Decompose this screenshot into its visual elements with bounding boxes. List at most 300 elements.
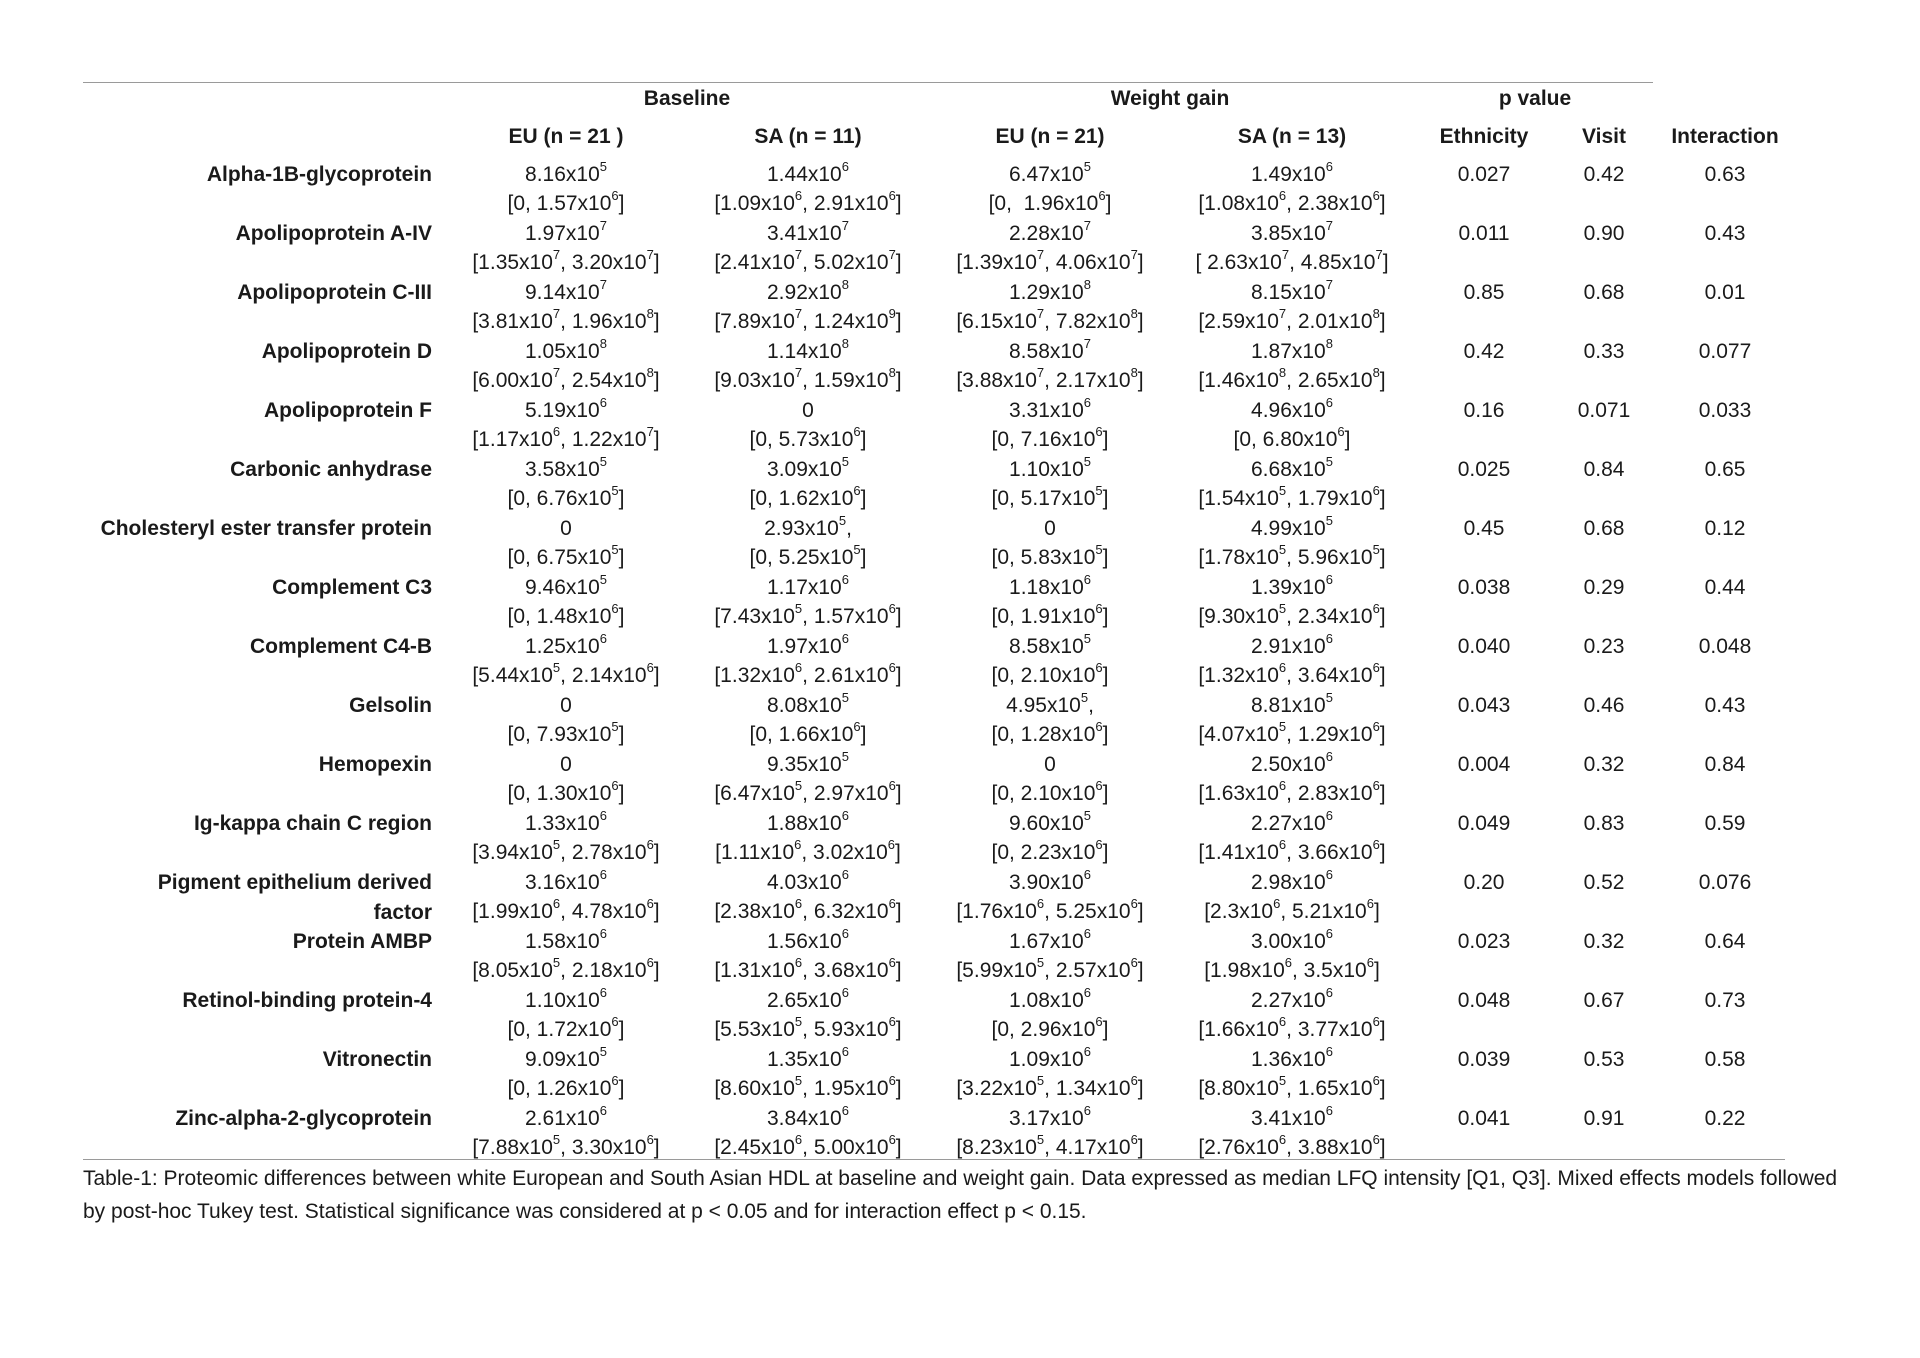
median-value: $4.03x10^6$ xyxy=(767,867,849,894)
cell-sa-baseline xyxy=(750,455,867,513)
quartile-range: [0, $1.66x10^6$] xyxy=(749,719,867,746)
cell-eu-weight xyxy=(956,337,1143,395)
median-value: $2.91x10^6$ xyxy=(1251,631,1333,658)
cell-p-visit: 0.42 xyxy=(1583,163,1625,186)
cell-sa-baseline xyxy=(714,278,901,336)
cell-eu-baseline xyxy=(472,1104,659,1162)
table-row xyxy=(0,514,1920,572)
quartile-range: [0, $1.26x10^6$] xyxy=(507,1073,625,1100)
cell-p-visit: 0.29 xyxy=(1583,576,1625,599)
quartile-range: [$1.54x10^5$, $1.79x10^6$] xyxy=(1198,483,1386,510)
cell-p-interaction: 0.73 xyxy=(1704,989,1746,1012)
quartile-range: [0, $1.96x10^6$] xyxy=(988,188,1112,215)
median-value: $1.58x10^6$ xyxy=(525,926,607,953)
cell-eu-baseline xyxy=(508,514,625,572)
table-row xyxy=(0,337,1920,395)
median-value: $3.16x10^6$ xyxy=(525,867,607,894)
cell-eu-baseline xyxy=(472,337,659,395)
cell-p-interaction: 0.43 xyxy=(1704,222,1746,245)
protein-name: Pigment epithelium derived factor xyxy=(157,871,432,924)
quartile-range: [$7.88x10^5$, $3.30x10^6$] xyxy=(472,1132,660,1159)
quartile-range: [$7.89x10^7$, $1.24x10^9$] xyxy=(714,306,902,333)
cell-sa-baseline xyxy=(714,986,901,1044)
median-value: $1.33x10^6$ xyxy=(525,808,607,835)
cell-p-ethnicity: 0.039 xyxy=(1457,1048,1511,1071)
protein-name: Carbonic anhydrase xyxy=(230,458,432,481)
cell-sa-weight xyxy=(1198,455,1385,513)
quartile-range: [$2.38x10^6$, $6.32x10^6$] xyxy=(714,896,902,923)
protein-name: Retinol-binding protein-4 xyxy=(182,989,432,1012)
cell-p-ethnicity: 0.004 xyxy=(1457,753,1511,776)
table-bottom-rule xyxy=(83,1159,1785,1160)
median-value: 0 xyxy=(1044,517,1056,540)
cell-sa-baseline xyxy=(714,337,901,395)
quartile-range: [$2.41x10^7$, $5.02x10^7$] xyxy=(714,247,902,274)
cell-p-ethnicity: 0.048 xyxy=(1457,989,1511,1012)
median-value: $8.81x10^5$ xyxy=(1251,690,1333,717)
cell-p-visit: 0.84 xyxy=(1583,458,1625,481)
quartile-range: [$1.32x10^6$, $2.61x10^6$] xyxy=(714,660,902,687)
quartile-range: [$1.35x10^7$, $3.20x10^7$] xyxy=(472,247,660,274)
cell-sa-baseline xyxy=(750,514,867,572)
median-value: $1.18x10^6$ xyxy=(1009,572,1091,599)
cell-eu-baseline xyxy=(508,691,625,749)
cell-p-interaction: 0.01 xyxy=(1704,281,1746,304)
cell-eu-weight xyxy=(956,278,1143,336)
quartile-range: [ $2.63x10^7$, $4.85x10^7$] xyxy=(1195,247,1389,274)
quartile-range: [$2.59x10^7$, $2.01x10^8$] xyxy=(1198,306,1386,333)
median-value: $3.85x10^7$ xyxy=(1251,218,1333,245)
cell-p-interaction: 0.44 xyxy=(1704,576,1746,599)
group-header-baseline: Baseline xyxy=(643,87,731,110)
quartile-range: [0, $6.76x10^5$] xyxy=(507,483,625,510)
cell-p-ethnicity: 0.025 xyxy=(1457,458,1511,481)
cell-p-ethnicity: 0.42 xyxy=(1463,340,1505,363)
quartile-range: [0, $7.16x10^6$] xyxy=(991,424,1109,451)
median-value: 0 xyxy=(560,517,572,540)
quartile-range: [$9.03x10^7$, $1.59x10^8$] xyxy=(714,365,902,392)
quartile-range: [$7.43x10^5$, $1.57x10^6$] xyxy=(714,601,902,628)
median-value: 0 xyxy=(560,694,572,717)
median-value: $3.84x10^6$ xyxy=(767,1103,849,1130)
median-value: $8.58x10^5$ xyxy=(1009,631,1091,658)
cell-p-visit: 0.33 xyxy=(1583,340,1625,363)
cell-p-ethnicity: 0.027 xyxy=(1457,163,1511,186)
quartile-range: [0, $1.91x10^6$] xyxy=(991,601,1109,628)
protein-name: Apolipoprotein F xyxy=(264,399,432,422)
median-value: $3.17x10^6$ xyxy=(1009,1103,1091,1130)
median-value: $2.98x10^6$ xyxy=(1251,867,1333,894)
cell-eu-weight xyxy=(992,750,1109,808)
cell-eu-weight xyxy=(992,573,1109,631)
cell-p-visit: 0.23 xyxy=(1583,635,1625,658)
protein-name: Apolipoprotein D xyxy=(261,340,432,363)
median-value: $3.00x10^6$ xyxy=(1251,926,1333,953)
quartile-range: [$5.53x10^5$, $5.93x10^6$] xyxy=(714,1014,902,1041)
median-value: $5.19x10^6$ xyxy=(525,395,607,422)
median-value: $1.56x10^6$ xyxy=(767,926,849,953)
table-top-rule xyxy=(83,82,1653,83)
table-row xyxy=(0,691,1920,749)
cell-p-visit: 0.32 xyxy=(1583,930,1625,953)
cell-p-visit: 0.67 xyxy=(1583,989,1625,1012)
median-value: $1.10x10^5$ xyxy=(1009,454,1091,481)
table-row xyxy=(0,750,1920,808)
col-header-eu-weight: EU (n = 21) xyxy=(995,125,1105,148)
cell-sa-baseline xyxy=(714,219,901,277)
cell-p-visit: 0.46 xyxy=(1583,694,1625,717)
cell-eu-baseline xyxy=(472,868,659,926)
median-value: $1.29x10^8$ xyxy=(1009,277,1091,304)
median-value: $1.87x10^8$ xyxy=(1251,336,1333,363)
col-header-eu-baseline: EU (n = 21 ) xyxy=(508,125,624,148)
cell-sa-baseline xyxy=(714,160,901,218)
cell-sa-weight xyxy=(1234,396,1351,454)
table-row xyxy=(0,809,1920,867)
median-value: $2.65x10^6$ xyxy=(767,985,849,1012)
median-value: $8.58x10^7$ xyxy=(1009,336,1091,363)
quartile-range: [0, $2.96x10^6$] xyxy=(991,1014,1109,1041)
cell-p-interaction: 0.43 xyxy=(1704,694,1746,717)
median-value: $4.99x10^5$ xyxy=(1251,513,1333,540)
cell-sa-weight xyxy=(1198,750,1385,808)
cell-sa-weight xyxy=(1198,691,1385,749)
cell-p-interaction: 0.12 xyxy=(1704,517,1746,540)
quartile-range: [$6.00x10^7$, $2.54x10^8$] xyxy=(472,365,660,392)
median-value: $1.44x10^6$ xyxy=(767,159,849,186)
table-row xyxy=(0,160,1920,218)
median-value: $1.67x10^6$ xyxy=(1009,926,1091,953)
cell-p-interaction: 0.58 xyxy=(1704,1048,1746,1071)
cell-eu-weight xyxy=(992,396,1109,454)
table-row xyxy=(0,632,1920,690)
cell-sa-baseline xyxy=(714,573,901,631)
cell-eu-weight xyxy=(956,1045,1143,1103)
cell-sa-baseline xyxy=(714,632,901,690)
cell-p-interaction: 0.077 xyxy=(1698,340,1752,363)
cell-eu-baseline xyxy=(472,396,659,454)
quartile-range: [$1.09x10^6$, $2.91x10^6$] xyxy=(714,188,902,215)
median-value: $1.10x10^6$ xyxy=(525,985,607,1012)
table-row xyxy=(0,868,1920,926)
quartile-range: [$3.94x10^5$, $2.78x10^6$] xyxy=(472,837,660,864)
cell-sa-baseline xyxy=(714,1104,901,1162)
median-value: $9.35x10^5$ xyxy=(767,749,849,776)
quartile-range: [0, $7.93x10^5$] xyxy=(507,719,625,746)
cell-eu-baseline xyxy=(508,573,625,631)
median-value: $4.96x10^6$ xyxy=(1251,395,1333,422)
cell-eu-weight xyxy=(992,986,1109,1044)
cell-p-visit: 0.90 xyxy=(1583,222,1625,245)
median-value: $3.58x10^5$ xyxy=(525,454,607,481)
cell-p-ethnicity: 0.023 xyxy=(1457,930,1511,953)
cell-p-interaction: 0.033 xyxy=(1698,399,1752,422)
table-row xyxy=(0,455,1920,513)
median-value: $2.27x10^6$ xyxy=(1251,808,1333,835)
quartile-range: [$2.76x10^6$, $3.88x10^6$] xyxy=(1198,1132,1386,1159)
median-value: $2.28x10^7$ xyxy=(1009,218,1091,245)
quartile-range: [0, $1.72x10^6$] xyxy=(507,1014,625,1041)
protein-name: Gelsolin xyxy=(349,694,432,717)
quartile-range: [$1.99x10^6$, $4.78x10^6$] xyxy=(472,896,660,923)
cell-eu-baseline xyxy=(508,160,625,218)
median-value: $9.46x10^5$ xyxy=(525,572,607,599)
quartile-range: [$1.78x10^5$, $5.96x10^5$] xyxy=(1198,542,1386,569)
cell-p-interaction: 0.63 xyxy=(1704,163,1746,186)
table-row xyxy=(0,573,1920,631)
cell-p-visit: 0.071 xyxy=(1577,399,1631,422)
median-value: $2.92x10^8$ xyxy=(767,277,849,304)
cell-p-ethnicity: 0.041 xyxy=(1457,1107,1511,1130)
cell-p-ethnicity: 0.040 xyxy=(1457,635,1511,658)
median-value: $2.61x10^6$ xyxy=(525,1103,607,1130)
median-value: $3.31x10^6$ xyxy=(1009,395,1091,422)
protein-name: Cholesteryl ester transfer protein xyxy=(100,517,432,540)
quartile-range: [$1.17x10^6$, $1.22x10^7$] xyxy=(472,424,660,451)
cell-eu-baseline xyxy=(472,809,659,867)
median-value: $6.68x10^5$ xyxy=(1251,454,1333,481)
quartile-range: [0, $1.30x10^6$] xyxy=(507,778,625,805)
cell-sa-baseline xyxy=(750,691,867,749)
median-value: 0 xyxy=(1044,753,1056,776)
cell-sa-weight xyxy=(1198,809,1385,867)
median-value: $8.08x10^5$ xyxy=(767,690,849,717)
quartile-range: [$2.3x10^6$, $5.21x10^6$] xyxy=(1204,896,1380,923)
quartile-range: [$1.63x10^6$, $2.83x10^6$] xyxy=(1198,778,1386,805)
cell-eu-baseline xyxy=(508,750,625,808)
cell-sa-baseline xyxy=(714,927,901,985)
median-value: $2.27x10^6$ xyxy=(1251,985,1333,1012)
cell-p-interaction: 0.64 xyxy=(1704,930,1746,953)
cell-eu-baseline xyxy=(508,1045,625,1103)
quartile-range: [$8.60x10^5$, $1.95x10^6$] xyxy=(714,1073,902,1100)
cell-eu-baseline xyxy=(472,278,659,336)
cell-sa-weight xyxy=(1198,1104,1385,1162)
quartile-range: [$3.88x10^7$, $2.17x10^8$] xyxy=(956,365,1144,392)
cell-sa-weight xyxy=(1204,927,1380,985)
col-header-visit: Visit xyxy=(1582,125,1626,148)
quartile-range: [0, $2.10x10^6$] xyxy=(991,778,1109,805)
quartile-range: [$4.07x10^5$, $1.29x10^6$] xyxy=(1198,719,1386,746)
cell-p-interaction: 0.076 xyxy=(1698,871,1752,894)
quartile-range: [0, $1.28x10^6$] xyxy=(991,719,1109,746)
quartile-range: [0, $2.10x10^6$] xyxy=(991,660,1109,687)
col-header-ethnicity: Ethnicity xyxy=(1439,125,1529,148)
quartile-range: [$1.31x10^6$, $3.68x10^6$] xyxy=(714,955,902,982)
cell-p-visit: 0.53 xyxy=(1583,1048,1625,1071)
cell-sa-baseline xyxy=(715,809,901,867)
median-value: $9.60x10^5$ xyxy=(1009,808,1091,835)
median-value: $1.36x10^6$ xyxy=(1251,1044,1333,1071)
median-value: 0 xyxy=(560,753,572,776)
median-value: $1.39x10^6$ xyxy=(1251,572,1333,599)
protein-name: Hemopexin xyxy=(318,753,432,776)
median-value: $3.09x10^5$ xyxy=(767,454,849,481)
median-value: $1.49x10^6$ xyxy=(1251,159,1333,186)
quartile-range: [$3.22x10^5$, $1.34x10^6$] xyxy=(956,1073,1144,1100)
quartile-range: [$9.30x10^5$, $2.34x10^6$] xyxy=(1198,601,1386,628)
cell-eu-weight xyxy=(989,160,1112,218)
median-value: $1.14x10^8$ xyxy=(767,336,849,363)
median-value: $6.47x10^5$ xyxy=(1009,159,1091,186)
median-value: $8.16x10^5$ xyxy=(525,159,607,186)
median-value: $1.88x10^6$ xyxy=(767,808,849,835)
median-value: $9.09x10^5$ xyxy=(525,1044,607,1071)
cell-p-ethnicity: 0.16 xyxy=(1463,399,1505,422)
cell-sa-baseline xyxy=(714,1045,901,1103)
quartile-range: [0, $5.17x10^5$] xyxy=(991,483,1109,510)
quartile-range: [$1.32x10^6$, $3.64x10^6$] xyxy=(1198,660,1386,687)
quartile-range: [0, $1.57x10^6$] xyxy=(507,188,625,215)
group-header-weight-gain: Weight gain xyxy=(1110,87,1230,110)
cell-eu-weight xyxy=(992,691,1109,749)
cell-p-visit: 0.68 xyxy=(1583,281,1625,304)
quartile-range: [0, $5.25x10^5$] xyxy=(749,542,867,569)
protein-name: Protein AMBP xyxy=(292,930,432,953)
protein-name: Complement C3 xyxy=(272,576,432,599)
cell-sa-weight xyxy=(1198,160,1385,218)
table-caption: Table-1: Proteomic differences between white European and South Asian HDL at baseline and weight gain. Data expressed as median LFQ intensity [Q1, Q3]. Mixed effects models followed by post-hoc Tukey test. Statistical significance was considered at p < 0.05 and for interaction effect p < 0.15. xyxy=(83,1167,1838,1223)
protein-name: Vitronectin xyxy=(322,1048,432,1071)
cell-sa-weight xyxy=(1198,278,1385,336)
cell-eu-baseline xyxy=(472,219,659,277)
cell-p-ethnicity: 0.038 xyxy=(1457,576,1511,599)
quartile-range: [0, $5.83x10^5$] xyxy=(991,542,1109,569)
cell-sa-weight xyxy=(1198,986,1385,1044)
quartile-range: [$3.81x10^7$, $1.96x10^8$] xyxy=(472,306,660,333)
median-value: $1.97x10^6$ xyxy=(767,631,849,658)
col-header-sa-weight: SA (n = 13) xyxy=(1237,125,1347,148)
cell-sa-weight xyxy=(1204,868,1380,926)
median-value: $8.15x10^7$ xyxy=(1251,277,1333,304)
cell-eu-baseline xyxy=(472,632,659,690)
cell-sa-weight xyxy=(1198,514,1385,572)
cell-p-interaction: 0.048 xyxy=(1698,635,1752,658)
cell-sa-baseline xyxy=(714,868,901,926)
cell-p-ethnicity: 0.20 xyxy=(1463,871,1505,894)
quartile-range: [0, $5.73x10^6$] xyxy=(749,424,867,451)
cell-eu-baseline xyxy=(508,986,625,1044)
median-value: $1.05x10^8$ xyxy=(525,336,607,363)
quartile-range: [0, $2.23x10^6$] xyxy=(991,837,1109,864)
quartile-range: [0, $6.75x10^5$] xyxy=(507,542,625,569)
cell-sa-baseline xyxy=(750,396,867,454)
table-row xyxy=(0,219,1920,277)
protein-name: Alpha-1B-glycoprotein xyxy=(206,163,432,186)
table-row xyxy=(0,986,1920,1044)
table-row xyxy=(0,1104,1920,1162)
cell-sa-weight xyxy=(1198,337,1385,395)
quartile-range: [$1.66x10^6$, $3.77x10^6$] xyxy=(1198,1014,1386,1041)
quartile-range: [0, $1.62x10^6$] xyxy=(749,483,867,510)
quartile-range: [$5.44x10^5$, $2.14x10^6$] xyxy=(472,660,660,687)
group-header-p-value: p value xyxy=(1498,87,1572,110)
quartile-range: [0, $1.48x10^6$] xyxy=(507,601,625,628)
median-value: $2.93x10^5$, xyxy=(764,513,852,540)
quartile-range: [$2.45x10^6$, $5.00x10^6$] xyxy=(714,1132,902,1159)
cell-eu-weight xyxy=(956,219,1143,277)
median-value: $1.09x10^6$ xyxy=(1009,1044,1091,1071)
cell-sa-weight xyxy=(1198,632,1385,690)
table-row xyxy=(0,927,1920,985)
cell-eu-baseline xyxy=(508,455,625,513)
cell-p-visit: 0.52 xyxy=(1583,871,1625,894)
table-row xyxy=(0,396,1920,454)
quartile-range: [$1.41x10^6$, $3.66x10^6$] xyxy=(1198,837,1386,864)
quartile-range: [$5.99x10^5$, $2.57x10^6$] xyxy=(956,955,1144,982)
quartile-range: [$6.15x10^7$, $7.82x10^8$] xyxy=(956,306,1144,333)
protein-name: Ig-kappa chain C region xyxy=(193,812,432,835)
cell-p-visit: 0.68 xyxy=(1583,517,1625,540)
protein-name: Complement C4-B xyxy=(249,635,432,658)
quartile-range: [$1.46x10^8$, $2.65x10^8$] xyxy=(1198,365,1386,392)
quartile-range: [$8.23x10^5$, $4.17x10^6$] xyxy=(956,1132,1144,1159)
cell-p-ethnicity: 0.011 xyxy=(1458,222,1510,245)
table-row xyxy=(0,1045,1920,1103)
protein-name: Apolipoprotein C-III xyxy=(237,281,432,304)
cell-eu-weight xyxy=(956,1104,1143,1162)
quartile-range: [$1.98x10^6$, $3.5x10^6$] xyxy=(1204,955,1380,982)
cell-p-interaction: 0.59 xyxy=(1704,812,1746,835)
cell-p-visit: 0.91 xyxy=(1583,1107,1625,1130)
median-value: $2.50x10^6$ xyxy=(1251,749,1333,776)
quartile-range: [$1.39x10^7$, $4.06x10^7$] xyxy=(956,247,1144,274)
protein-name: Zinc-alpha-2-glycoprotein xyxy=(175,1107,432,1130)
quartile-range: [$8.80x10^5$, $1.65x10^6$] xyxy=(1198,1073,1386,1100)
cell-p-ethnicity: 0.043 xyxy=(1457,694,1511,717)
col-header-sa-baseline: SA (n = 11) xyxy=(754,125,862,148)
cell-p-ethnicity: 0.45 xyxy=(1463,517,1505,540)
cell-eu-weight xyxy=(956,868,1143,926)
cell-p-visit: 0.32 xyxy=(1583,753,1625,776)
median-value: $1.25x10^6$ xyxy=(525,631,607,658)
cell-sa-weight xyxy=(1198,1045,1385,1103)
median-value: $3.41x10^7$ xyxy=(767,218,849,245)
cell-p-visit: 0.83 xyxy=(1583,812,1625,835)
protein-name: Apolipoprotein A-IV xyxy=(235,222,432,245)
cell-eu-baseline xyxy=(472,927,659,985)
cell-eu-weight xyxy=(992,455,1109,513)
col-header-interaction: Interaction xyxy=(1671,125,1779,148)
cell-p-interaction: 0.22 xyxy=(1704,1107,1746,1130)
quartile-range: [$6.47x10^5$, $2.97x10^6$] xyxy=(714,778,902,805)
cell-eu-weight xyxy=(992,632,1109,690)
quartile-range: [0, $6.80x10^6$] xyxy=(1233,424,1351,451)
cell-eu-weight xyxy=(992,809,1109,867)
cell-eu-weight xyxy=(956,927,1143,985)
median-value: 0 xyxy=(802,399,814,422)
quartile-range: [$1.08x10^6$, $2.38x10^6$] xyxy=(1198,188,1386,215)
cell-sa-baseline xyxy=(714,750,901,808)
median-value: $1.08x10^6$ xyxy=(1009,985,1091,1012)
cell-p-ethnicity: 0.85 xyxy=(1463,281,1505,304)
cell-sa-weight xyxy=(1198,573,1385,631)
median-value: $1.97x10^7$ xyxy=(525,218,607,245)
quartile-range: [$1.11x10^6$, $3.02x10^6$] xyxy=(715,837,901,864)
median-value: $4.95x10^5$, xyxy=(1006,690,1094,717)
quartile-range: [$8.05x10^5$, $2.18x10^6$] xyxy=(472,955,660,982)
quartile-range: [$1.76x10^6$, $5.25x10^6$] xyxy=(956,896,1144,923)
cell-eu-weight xyxy=(992,514,1109,572)
median-value: $1.17x10^6$ xyxy=(767,572,849,599)
cell-p-ethnicity: 0.049 xyxy=(1457,812,1511,835)
median-value: $3.90x10^6$ xyxy=(1009,867,1091,894)
median-value: $3.41x10^6$ xyxy=(1251,1103,1333,1130)
table-row xyxy=(0,278,1920,336)
cell-p-interaction: 0.84 xyxy=(1704,753,1746,776)
cell-sa-weight xyxy=(1195,219,1388,277)
median-value: $9.14x10^7$ xyxy=(525,277,607,304)
